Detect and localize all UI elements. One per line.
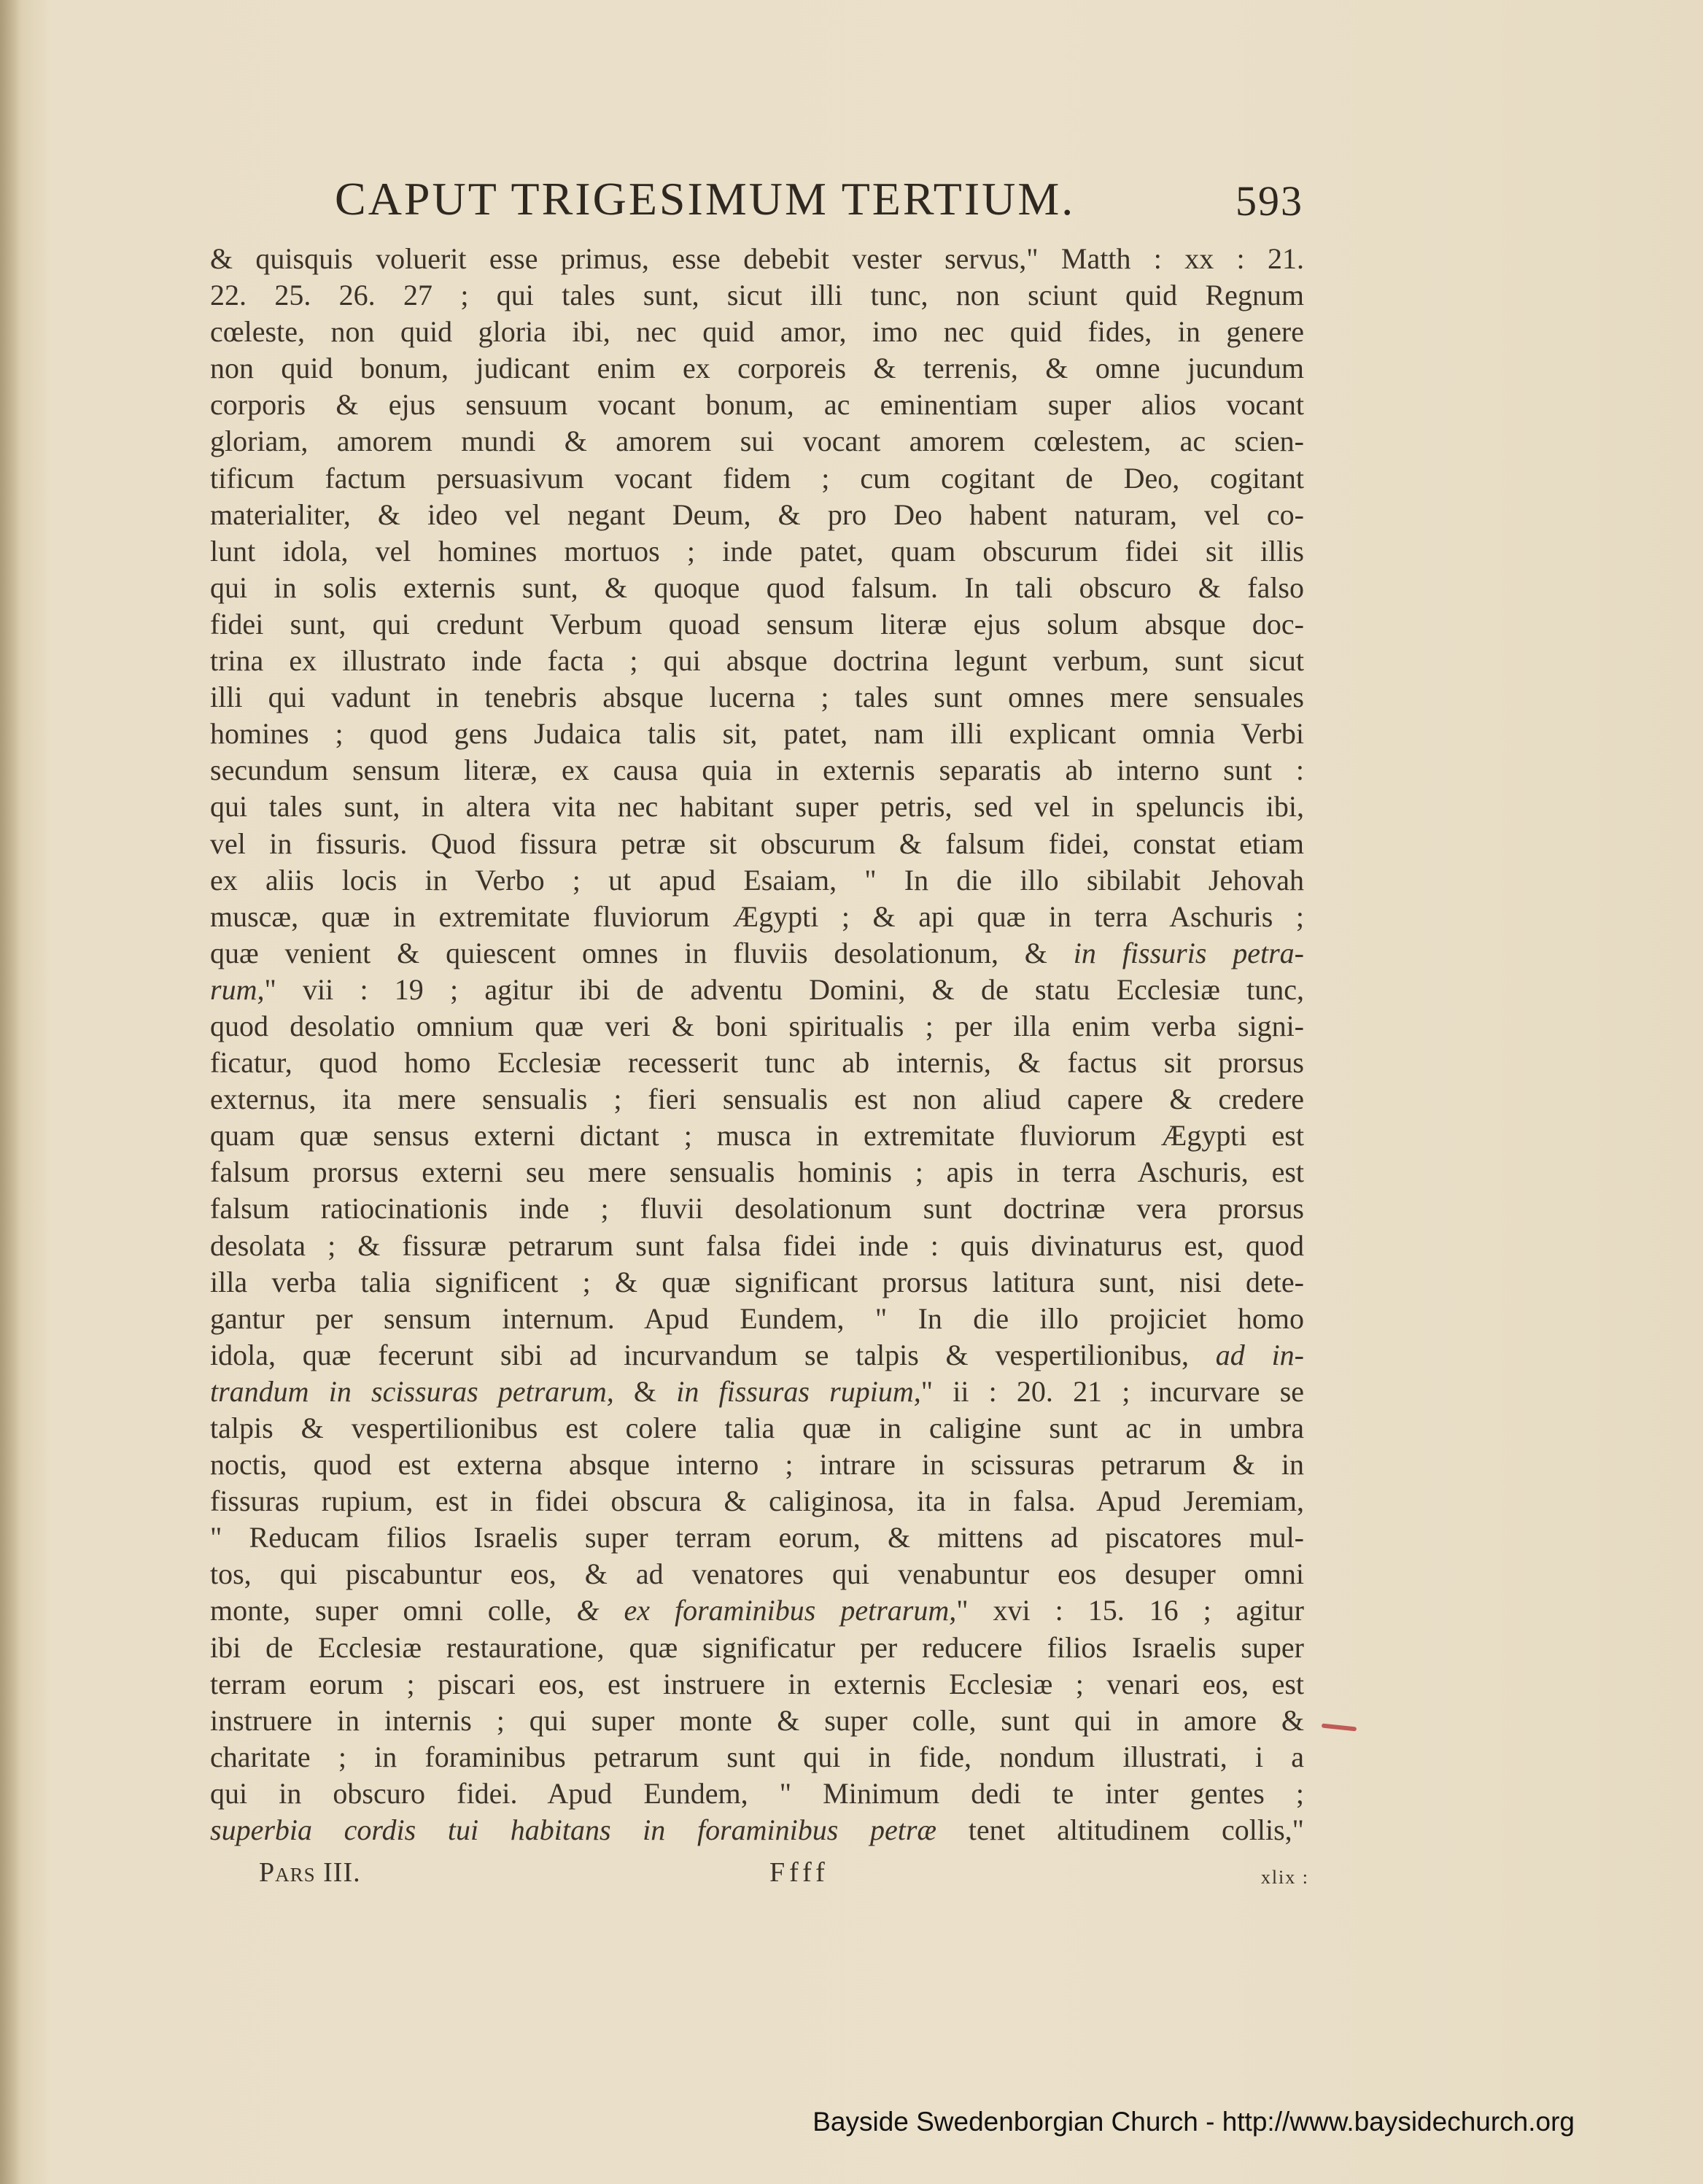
italic-segment: in fissuras rupium,: [676, 1374, 921, 1408]
text-line: [210, 1630, 1304, 1666]
sheet-mark: xlix :: [1260, 1867, 1309, 1888]
text-line: [210, 1228, 1304, 1264]
text-line: [210, 277, 1304, 314]
text-segment: qui in obscuro fidei. Apud Eundem, " Minimum dedi te inter gentes ;: [210, 1776, 1304, 1810]
page-number: 593: [1235, 177, 1303, 225]
text-segment: illa verba talia significent ; & quæ significant prorsus latitura sunt, nisi dete-: [210, 1265, 1304, 1298]
text-line: [210, 460, 1304, 497]
text-line: [210, 679, 1304, 716]
text-segment: corporis & ejus sensuum vocant bonum, ac eminentiam super alios vocant: [210, 388, 1304, 422]
text-segment: fidei sunt, qui credunt Verbum quoad sensum literæ ejus solum absque doc-: [210, 607, 1304, 640]
text-line: [210, 716, 1304, 752]
text-segment: qui tales sunt, in altera vita nec habitant super petris, sed vel in speluncis ibi,: [210, 790, 1304, 824]
text-line: [210, 350, 1304, 387]
italic-segment: trandum in scissuras petrarum,: [210, 1374, 614, 1408]
text-line: [210, 1337, 1304, 1374]
text-line: [210, 1483, 1304, 1519]
text-line: [210, 497, 1304, 533]
text-line: [210, 1374, 1304, 1410]
text-segment: non quid bonum, judicant enim ex corporeis & terrenis, & omne jucundum: [210, 352, 1304, 385]
text-segment: lunt idola, vel homines mortuos ; inde patet, quam obscurum fidei sit illis: [210, 534, 1304, 568]
text-line: [210, 862, 1304, 899]
text-segment: ibi de Ecclesiæ restauratione, quæ significatur per reducere filios Israelis super: [210, 1630, 1304, 1664]
text-segment: ficatur, quod homo Ecclesiæ recesserit tunc ab internis, & factus sit prorsus: [210, 1046, 1304, 1080]
text-segment: falsum prorsus externi seu mere sensualis hominis ; apis in terra Aschuris, est: [210, 1155, 1304, 1189]
text-line: [210, 533, 1304, 570]
text-line: [210, 1008, 1304, 1045]
text-line: [210, 1776, 1304, 1812]
watermark-text: Bayside Swedenborgian Church - http://www.baysidechurch.org: [812, 2107, 1575, 2137]
text-segment: homines ; quod gens Judaica talis sit, patet, nam illi explicant omnia Verbi: [210, 717, 1304, 751]
text-segment: quod desolatio omnium quæ veri & boni spiritualis ; per illa enim verba signi-: [210, 1009, 1304, 1042]
text-segment: terram eorum ; piscari eos, est instruere in externis Ecclesiæ ; venari eos, est: [210, 1667, 1304, 1700]
text-line: [210, 241, 1304, 277]
text-line: [210, 1118, 1304, 1154]
text-line: [210, 423, 1304, 460]
text-segment: idola, quæ fecerunt sibi ad incurvandum se talpis & vespertilionibus,: [210, 1338, 1216, 1371]
text-line: [210, 935, 1304, 972]
text-line: [210, 1812, 1304, 1848]
text-segment: falsum ratiocinationis inde ; fluvii desolationum sunt doctrinæ vera prorsus: [210, 1192, 1304, 1225]
text-line: [210, 899, 1304, 935]
italic-segment: & ex foraminibus petrarum,: [576, 1594, 957, 1627]
text-segment: &: [613, 1374, 677, 1408]
text-segment: trina ex illustrato inde facta ; qui absque doctrina legunt verbum, sunt sicut: [210, 644, 1304, 678]
text-segment: " vii : 19 ; agitur ibi de adventu Domini, & de statu Ecclesiæ tunc,: [264, 972, 1304, 1006]
text-line: [210, 789, 1304, 825]
part-label: Pars III.: [259, 1857, 361, 1888]
running-head: CAPUT TRIGESIMUM TERTIUM.: [335, 173, 1076, 225]
text-segment: gantur per sensum internum. Apud Eundem, " In die illo projiciet homo: [210, 1301, 1304, 1335]
text-segment: quæ venient & quiescent omnes in fluviis desolationum, &: [210, 936, 1074, 969]
text-segment: externus, ita mere sensualis ; fieri sensualis est non aliud capere & credere: [210, 1083, 1304, 1116]
italic-segment: ad in-: [1215, 1338, 1305, 1371]
text-segment: charitate ; in foraminibus petrarum sunt qui in fide, nondum illustrati, i a: [210, 1740, 1304, 1773]
text-line: [210, 1264, 1304, 1301]
text-segment: monte, super omni colle,: [210, 1594, 577, 1627]
text-segment: tos, qui piscabuntur eos, & ad venatores qui venabuntur eos desuper omni: [210, 1557, 1304, 1591]
italic-segment: superbia cordis tui habitans in foraminibus petræ: [210, 1813, 937, 1847]
text-line: [210, 1081, 1304, 1118]
text-line: [210, 1739, 1304, 1776]
text-segment: muscæ, quæ in extremitate fluviorum Ægypti ; & api quæ in terra Aschuris ;: [210, 899, 1304, 933]
text-segment: 22. 25. 26. 27 ; qui tales sunt, sicut illi tunc, non sciunt quid Regnum: [210, 279, 1304, 312]
text-segment: instruere in internis ; qui super monte & super colle, sunt qui in amore &: [210, 1703, 1304, 1737]
text-line: [210, 387, 1304, 423]
text-segment: noctis, quod est externa absque interno ; intrare in scissuras petrarum & in: [210, 1448, 1304, 1482]
text-line: [210, 570, 1304, 606]
page-header: [332, 172, 1309, 238]
italic-segment: in fissuris petra-: [1073, 936, 1304, 969]
text-segment: cœleste, non quid gloria ibi, nec quid amor, imo nec quid fides, in genere: [210, 315, 1304, 349]
text-line: [210, 972, 1304, 1008]
text-line: [210, 1301, 1304, 1337]
text-line: [210, 752, 1304, 789]
text-segment: materialiter, & ideo vel negant Deum, & pro Deo habent naturam, vel co-: [210, 497, 1304, 531]
text-segment: talpis & vespertilionibus est colere talia quæ in caligine sunt ac in umbra: [210, 1412, 1304, 1444]
text-line: [210, 826, 1304, 862]
text-line: [210, 1410, 1304, 1447]
text-line: [210, 1190, 1304, 1227]
text-line: [210, 1666, 1304, 1703]
text-segment: ex aliis locis in Verbo ; ut apud Esaiam, " In die illo sibilabit Jehovah: [210, 863, 1304, 897]
text-line: [210, 1045, 1304, 1081]
text-segment: tenet altitudinem collis,": [936, 1813, 1304, 1847]
text-segment: qui in solis externis sunt, & quoque quod falsum. In tali obscuro & falso: [210, 570, 1304, 604]
text-segment: & quisquis voluerit esse primus, esse debebit vester servus," Matth : xx : 21.: [210, 242, 1304, 275]
page-footer: [259, 1856, 1309, 1893]
text-segment: tificum factum persuasivum vocant fidem ; cum cogitant de Deo, cogitant: [210, 461, 1304, 495]
text-line: [210, 1592, 1304, 1629]
text-segment: " Reducam filios Israelis super terram eorum, & mittens ad piscatores mul-: [210, 1521, 1304, 1554]
text-segment: illi qui vadunt in tenebris absque lucerna ; tales sunt omnes mere sensuales: [210, 681, 1304, 714]
text-segment: " xvi : 15. 16 ; agitur: [956, 1594, 1305, 1627]
text-line: [210, 1556, 1304, 1592]
text-line: [210, 314, 1304, 350]
italic-segment: rum,: [210, 972, 265, 1006]
text-segment: gloriam, amorem mundi & amorem sui vocant amorem cœlestem, ac scien-: [210, 425, 1304, 458]
text-segment: " ii : 20. 21 ; incurvare se: [920, 1374, 1305, 1408]
text-line: [210, 1703, 1304, 1739]
text-segment: desolata ; & fissuræ petrarum sunt falsa fidei inde : quis divinaturus est, quod: [210, 1228, 1304, 1262]
text-line: [210, 1154, 1304, 1190]
text-segment: vel in fissuris. Quod fissura petræ sit obscurum & falsum fidei, constat etiam: [210, 826, 1304, 860]
text-line: [210, 606, 1304, 643]
text-line: [210, 1447, 1304, 1483]
signature-mark: Ffff: [769, 1857, 829, 1888]
body-text: [210, 241, 1304, 1848]
text-line: [210, 643, 1304, 679]
text-segment: fissuras rupium, est in fidei obscura & caliginosa, ita in falsa. Apud Jeremiam,: [210, 1484, 1304, 1518]
text-segment: secundum sensum literæ, ex causa quia in externis separatis ab interno sunt :: [210, 754, 1304, 787]
text-line: [210, 1519, 1304, 1556]
text-segment: quam quæ sensus externi dictant ; musca in extremitate fluviorum Ægypti est: [210, 1119, 1304, 1153]
